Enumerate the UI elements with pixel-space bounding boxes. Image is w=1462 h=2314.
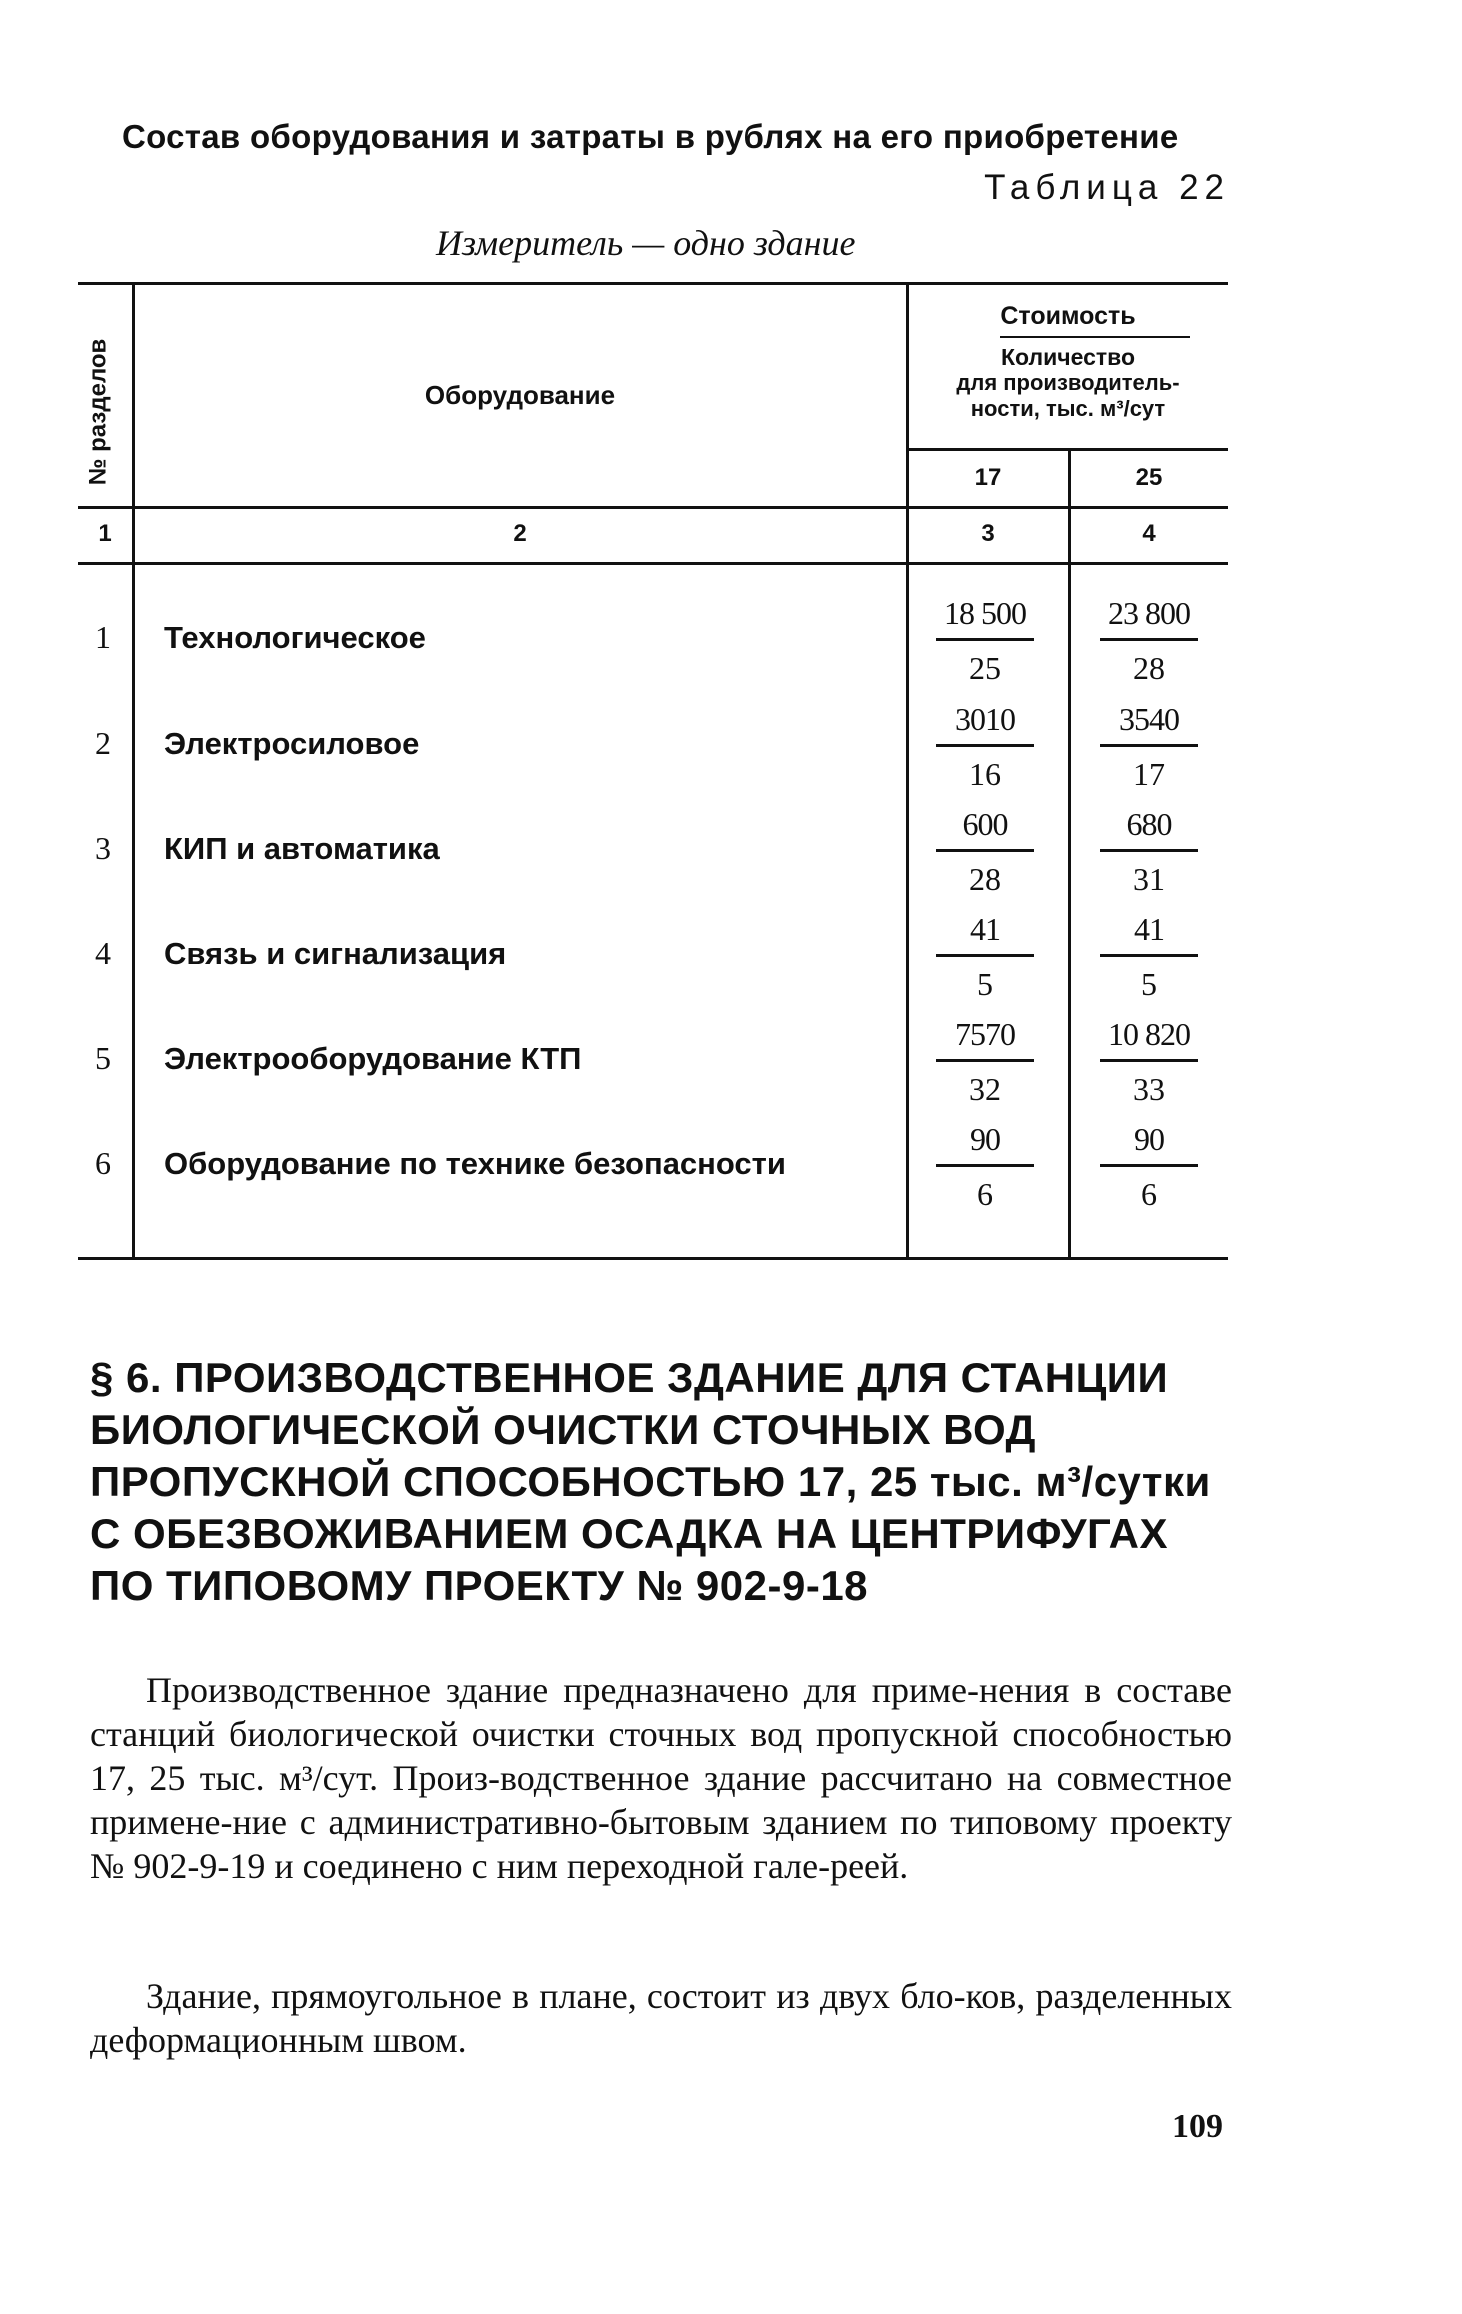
cost-quantity-25 <box>1094 590 1204 691</box>
cost-value: 680 <box>1126 806 1172 842</box>
section-heading-line: § 6. ПРОИЗВОДСТВЕННОЕ ЗДАНИЕ ДЛЯ СТАНЦИИ <box>90 1354 1169 1401</box>
section-heading-line: ПО ТИПОВОМУ ПРОЕКТУ № 902-9-18 <box>90 1562 869 1609</box>
header-cost: Стоимость <box>1000 302 1136 330</box>
cost-quantity-17 <box>930 801 1040 902</box>
colnum-bottom-rule <box>78 562 1228 565</box>
header-capacity-line2: ности, тыс. м³/сут <box>970 396 1166 421</box>
row-equipment-name: Оборудование по технике безопасности <box>164 1146 786 1181</box>
quantity-value: 28 <box>1133 650 1165 686</box>
section-heading-line: ПРОПУСКНОЙ СПОСОБНОСТЬЮ 17, 25 тыс. м³/сутки <box>90 1458 1211 1505</box>
body-paragraph-1: Производственное здание предназначено для приме-нения в составе станций биологической очистки сточных вод пропускной способностью 17, 25 тыс. м³/сут. Произ-водственное здание рассчитано на совместное примене-ние с административно-бытовым зданием по типовому проекту № 902-9-19 и соединено с ним переходной гале-реей. <box>90 1670 1232 1886</box>
row-equipment-name: Электросиловое <box>164 726 420 761</box>
header-bottom-rule <box>78 506 1228 509</box>
cost-quantity-17 <box>930 1116 1040 1217</box>
cost-value: 7570 <box>955 1016 1015 1052</box>
quantity-value: 28 <box>969 861 1001 897</box>
cost-quantity-17 <box>930 696 1040 797</box>
cost-value: 41 <box>1134 911 1164 947</box>
cost-value: 3540 <box>1119 701 1179 737</box>
col-divider-3 <box>1068 450 1071 1257</box>
table-number: Таблица 22 <box>984 168 1230 207</box>
cost-quantity-25 <box>1094 906 1204 1007</box>
cost-quantity-17 <box>930 1011 1040 1112</box>
table-bottom-rule <box>78 1257 1228 1260</box>
table-caption: Состав оборудования и затраты в рублях на его приобретение <box>122 118 1179 155</box>
body-paragraph-2: Здание, прямоугольное в плане, состоит из двух бло-ков, разделенных деформационным швом. <box>90 1976 1232 2060</box>
colnum-2: 2 <box>513 520 527 547</box>
quantity-value: 16 <box>969 756 1001 792</box>
row-equipment-name: Технологическое <box>164 620 426 655</box>
colnum-4: 4 <box>1142 520 1156 547</box>
table-top-rule <box>78 282 1228 285</box>
header-capacity-17: 17 <box>974 464 1002 491</box>
row-number: 4 <box>95 935 111 971</box>
quantity-value: 17 <box>1133 756 1165 792</box>
row-number: 1 <box>95 619 111 655</box>
equipment-table <box>78 282 1228 1262</box>
table-measure-note: Измеритель — одно здание <box>436 223 856 263</box>
quantity-value: 6 <box>1141 1176 1157 1212</box>
row-equipment-name: Связь и сигнализация <box>164 936 507 971</box>
cost-quantity-25 <box>1094 1116 1204 1217</box>
col-divider-1 <box>132 282 135 1257</box>
col-divider-2 <box>906 282 909 1257</box>
quantity-value: 33 <box>1133 1071 1165 1107</box>
quantity-value: 5 <box>1141 966 1157 1002</box>
row-number: 5 <box>95 1040 111 1076</box>
cost-value: 90 <box>970 1121 1000 1157</box>
row-equipment-name: Электрооборудование КТП <box>164 1041 582 1076</box>
quantity-value: 5 <box>977 966 993 1002</box>
cost-value: 90 <box>1134 1121 1164 1157</box>
quantity-value: 31 <box>1133 861 1165 897</box>
cost-quantity-17 <box>930 590 1040 691</box>
cost-value: 10 820 <box>1108 1016 1190 1052</box>
row-equipment-name: КИП и автоматика <box>164 831 440 866</box>
cost-value: 3010 <box>955 701 1015 737</box>
header-capacity-25: 25 <box>1135 464 1163 491</box>
cost-value: 18 500 <box>944 595 1026 631</box>
row-number: 2 <box>95 725 111 761</box>
header-equipment: Оборудование <box>424 380 616 410</box>
row-number: 6 <box>95 1145 111 1181</box>
quantity-value: 6 <box>977 1176 993 1212</box>
header-section-number: № разделов <box>84 338 112 486</box>
section-heading-line: С ОБЕЗВОЖИВАНИЕМ ОСАДКА НА ЦЕНТРИФУГАХ <box>90 1510 1168 1557</box>
header-quantity: Количество <box>1000 344 1136 370</box>
cost-quantity-25 <box>1094 696 1204 797</box>
cost-header-underline <box>1000 336 1190 338</box>
section-heading <box>90 1352 1270 1612</box>
page-number: 109 <box>1172 2108 1223 2145</box>
header-capacity-line1: для производитель- <box>956 370 1180 395</box>
quantity-value: 32 <box>969 1071 1001 1107</box>
colnum-3: 3 <box>981 520 995 547</box>
cost-quantity-25 <box>1094 1011 1204 1112</box>
cost-value: 600 <box>962 806 1008 842</box>
cost-quantity-25 <box>1094 801 1204 902</box>
cost-value: 41 <box>970 911 1000 947</box>
row-number: 3 <box>95 830 111 866</box>
cost-quantity-17 <box>930 906 1040 1007</box>
quantity-value: 25 <box>969 650 1001 686</box>
section-heading-line: БИОЛОГИЧЕСКОЙ ОЧИСТКИ СТОЧНЫХ ВОД <box>90 1406 1036 1453</box>
cost-value: 23 800 <box>1108 595 1190 631</box>
colnum-1: 1 <box>98 520 112 547</box>
